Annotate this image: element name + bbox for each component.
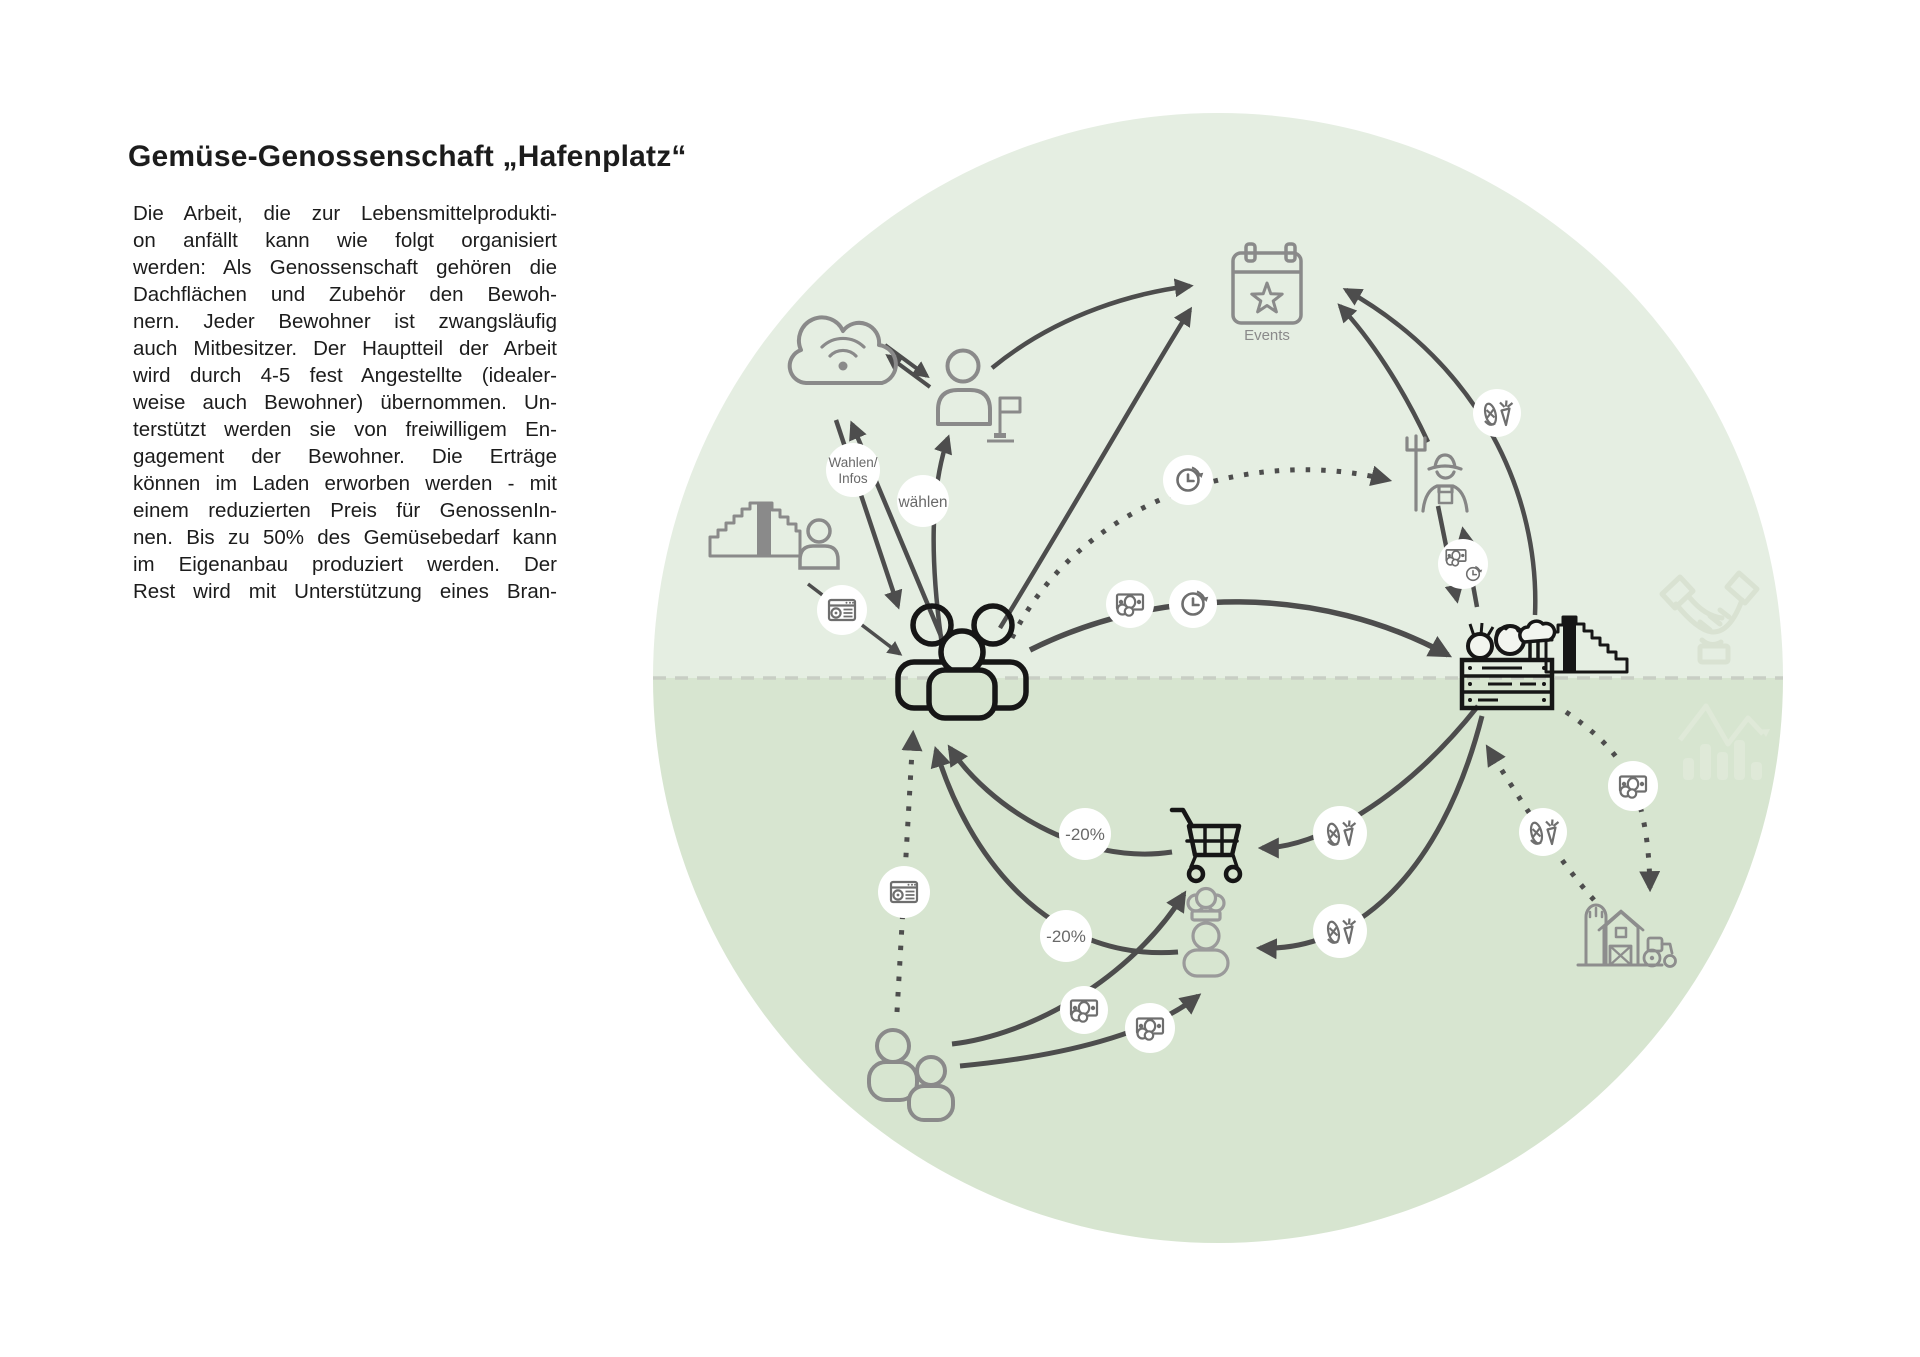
vegetables-badge-farm	[1519, 808, 1567, 856]
page-title: Gemüse-Genossenschaft „Hafenplatz“	[128, 140, 687, 174]
coop-circle	[653, 113, 1783, 1243]
intro-line: im Eigenanbau produziert werden. Der	[133, 553, 557, 576]
intro-line: wird durch 4-5 fest Angestellte (idealer-	[133, 364, 557, 387]
waehlen-label: wählen	[898, 494, 948, 511]
intro-line: auch Mitbesitzer. Der Hauptteil der Arbeit	[133, 337, 557, 360]
waehlen-badge	[897, 475, 949, 527]
intro-line: nen. Bis zu 50% des Gemüsebedarf kann	[133, 526, 557, 549]
intro-line: können im Laden erworben werden - mit	[133, 472, 557, 495]
intro-line: Dachflächen und Zubehör den Bewoh-	[133, 283, 557, 306]
time-badge-farmer-route	[1163, 455, 1213, 505]
wahlen-infos-label-line2: Infos	[838, 471, 868, 486]
webshop-badge-rooftop	[817, 585, 867, 635]
wahlen-infos-badge	[826, 443, 880, 497]
money-badge-farm	[1608, 761, 1658, 811]
discount-badge-chef	[1040, 910, 1092, 962]
intro-line: Rest wird mit Unterstützung eines Bran-	[133, 580, 557, 603]
money-badge-shop-route	[1106, 580, 1154, 628]
discount-chef-label: -20%	[1046, 927, 1086, 946]
intro-line: gagement der Bewohner. Die Erträge	[133, 445, 557, 468]
discount-badge-cart	[1059, 808, 1111, 860]
vegetables-badge-chef	[1313, 904, 1367, 958]
intro-line: nern. Jeder Bewohner ist zwangsläufig	[133, 310, 557, 333]
money-badge-customer-cart	[1060, 986, 1108, 1034]
vegetables-badge-events-route	[1473, 389, 1521, 437]
wahlen-infos-label-line1: Wahlen/	[828, 455, 878, 470]
intro-line: terstützt werden sie von freiwilligem En-	[133, 418, 557, 441]
intro-line: on anfällt kann wie folgt organisiert	[133, 229, 557, 252]
intro-line: weise auch Bewohner) übernommen. Un-	[133, 391, 557, 414]
money-time-badge-farmer	[1438, 539, 1488, 589]
vegetables-badge-cart	[1313, 806, 1367, 860]
time-badge-shop-route	[1169, 580, 1217, 628]
intro-line: einem reduzierten Preis für GenossenIn-	[133, 499, 557, 522]
money-badge-customer-chef	[1125, 1003, 1175, 1053]
intro-line: werden: Als Genossenschaft gehören die	[133, 256, 557, 279]
webshop-badge-customers	[878, 866, 930, 918]
events-label: Events	[1244, 327, 1290, 344]
intro-line: Die Arbeit, die zur Lebensmittelprodukti-	[133, 202, 557, 225]
discount-cart-label: -20%	[1065, 825, 1105, 844]
